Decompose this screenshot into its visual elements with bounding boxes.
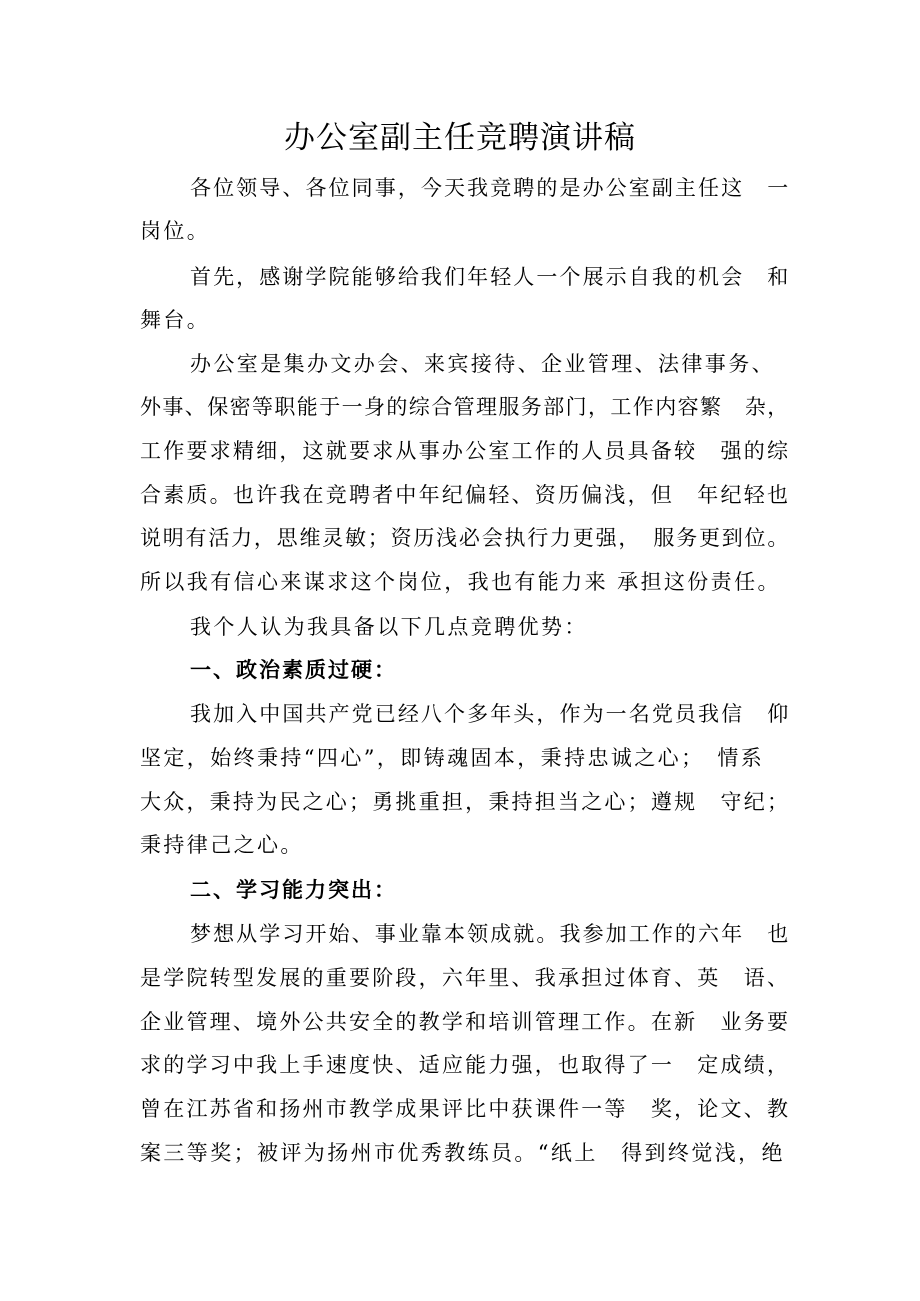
paragraph-line: 各位领导、各位同事，今天我竞聘的是办公室副主任这 一 [190, 176, 791, 200]
paragraph-line: 岗位。 [140, 219, 211, 243]
paragraph-line: 大众，秉持为民之心；勇挑重担，秉持担当之心；遵规 守纪； [140, 790, 791, 814]
section-heading: 一、政治素质过硬： [190, 658, 397, 682]
document-title: 办公室副主任竞聘演讲稿 [284, 120, 636, 156]
paragraph-line: 工作要求精细，这就要求从事办公室工作的人员具备较 强的综 [140, 439, 791, 463]
paragraph-line: 我加入中国共产党已经八个多年头，作为一名党员我信 仰 [190, 702, 791, 726]
paragraph-line: 办公室是集办文办会、来宾接待、企业管理、法律事务、 [190, 352, 775, 376]
paragraph-line: 舞台。 [140, 308, 211, 332]
paragraph-line: 曾在江苏省和扬州市教学成果评比中获课件一等 奖，论文、教 [140, 1097, 791, 1121]
paragraph-line: 所以我有信心来谋求这个岗位，我也有能力来 承担这份责任。 [140, 570, 781, 594]
paragraph-line: 我个人认为我具备以下几点竞聘优势： [190, 615, 588, 639]
paragraph-line: 秉持律己之心。 [140, 833, 304, 857]
paragraph-line: 合素质。也许我在竞聘者中年纪偏轻、资历偏浅，但 年纪轻也 [140, 483, 791, 507]
paragraph-line: 求的学习中我上手速度快、适应能力强，也取得了一 定成绩， [140, 1053, 791, 1077]
section-heading: 二、学习能力突出： [190, 878, 397, 902]
paragraph-line: 首先，感谢学院能够给我们年轻人一个展示自我的机会 和 [190, 265, 791, 289]
paragraph-line: 企业管理、境外公共安全的教学和培训管理工作。在新 业务要 [140, 1010, 791, 1034]
paragraph-line: 案三等奖；被评为扬州市优秀教练员。“纸上 得到终觉浅，绝 [140, 1141, 785, 1165]
paragraph-line: 说明有活力，思维灵敏；资历浅必会执行力更强， 服务更到位。 [140, 526, 791, 550]
paragraph-line: 梦想从学习开始、事业靠本领成就。我参加工作的六年 也 [190, 922, 791, 946]
paragraph-line: 坚定，始终秉持“四心”，即铸魂固本，秉持忠诚之心； 情系 [140, 746, 765, 770]
paragraph-line: 外事、保密等职能于一身的综合管理服务部门，工作内容繁 杂， [140, 395, 790, 419]
paragraph-line: 是学院转型发展的重要阶段，六年里、我承担过体育、英 语、 [140, 966, 791, 990]
